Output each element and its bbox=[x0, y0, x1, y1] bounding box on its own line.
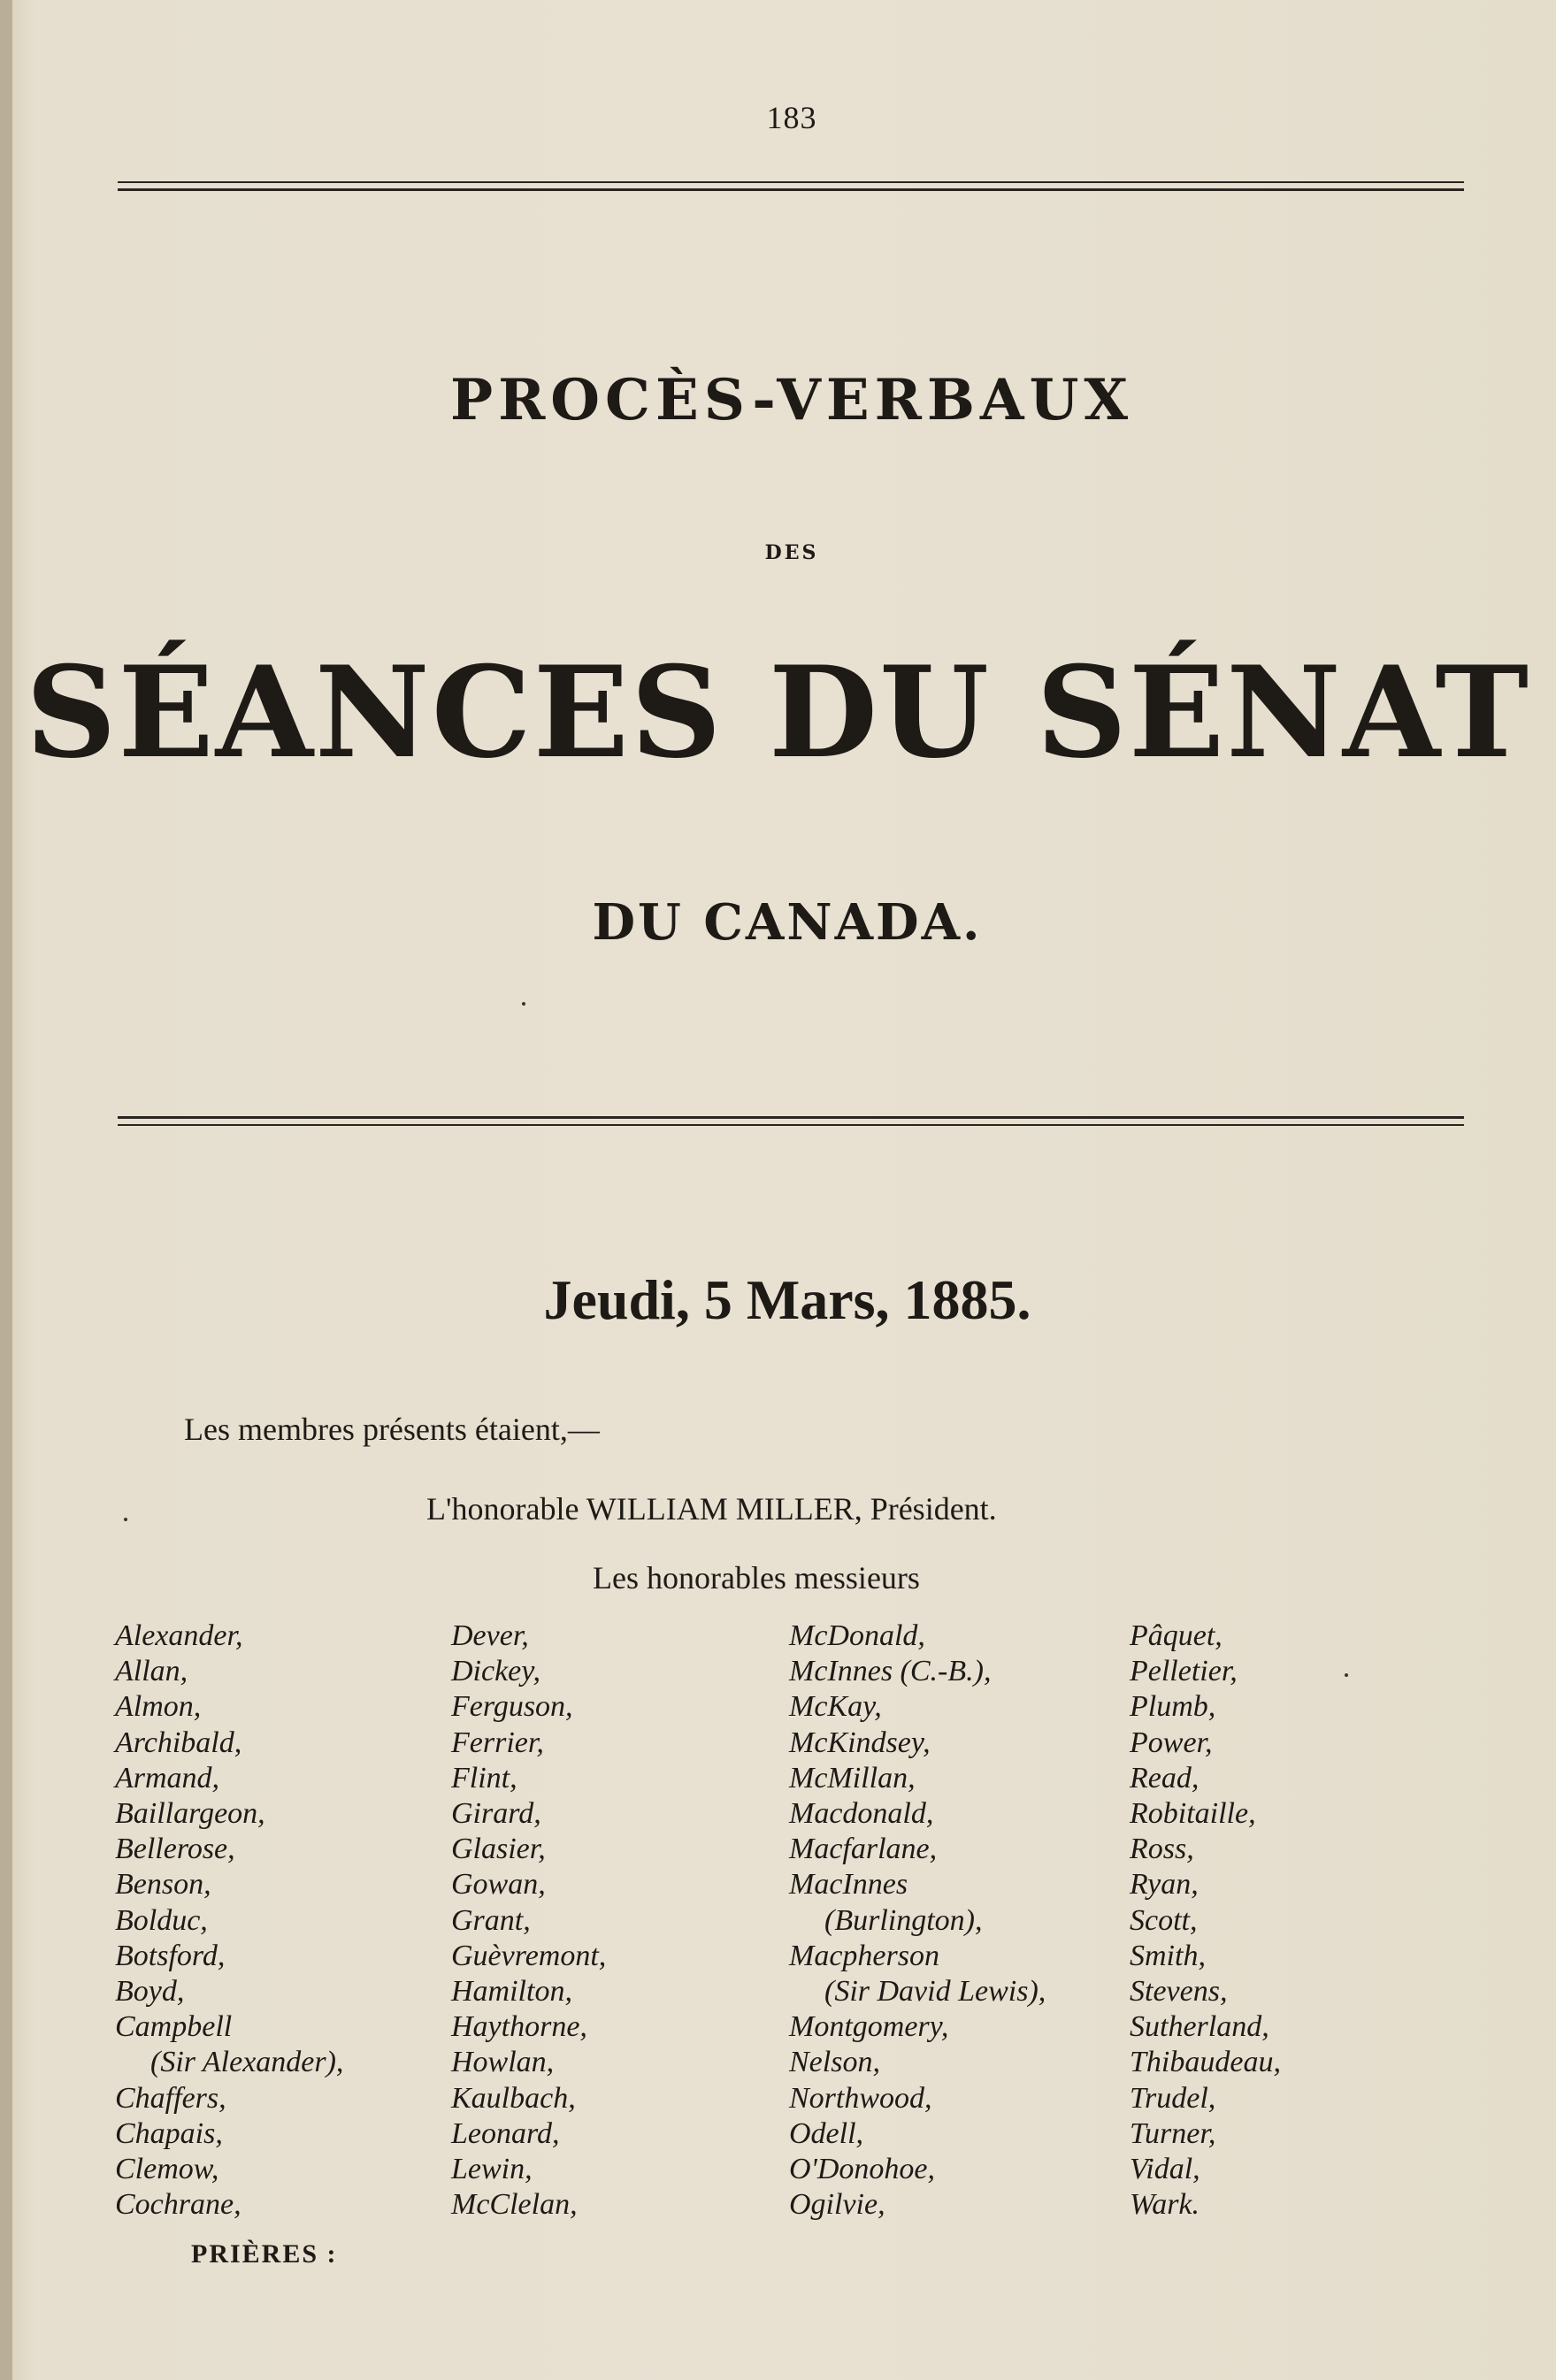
page-number: 183 bbox=[766, 100, 817, 135]
header-rule-bottom bbox=[118, 188, 1464, 191]
senator-name: Girard, bbox=[451, 1797, 541, 1831]
senator-name: Ferguson, bbox=[451, 1690, 573, 1724]
senator-name: Chapais, bbox=[115, 2116, 223, 2150]
senator-name: Gowan, bbox=[451, 1868, 546, 1902]
senator-name: Pâquet, bbox=[1130, 1619, 1223, 1652]
senator-name: Leonard, bbox=[451, 2116, 560, 2150]
senator-name: McKay, bbox=[789, 1690, 882, 1724]
senator-name: McMillan, bbox=[789, 1761, 916, 1795]
senator-name: Montgomery, bbox=[789, 2010, 949, 2044]
senator-name: Ferrier, bbox=[451, 1726, 544, 1759]
senator-name: Almon, bbox=[115, 1690, 202, 1724]
senator-name: Odell, bbox=[789, 2116, 864, 2150]
senator-name: Glasier, bbox=[451, 1833, 546, 1866]
senator-name: Dickey, bbox=[451, 1655, 540, 1688]
senator-name: Clemow, bbox=[115, 2153, 219, 2186]
senator-name: Plumb, bbox=[1130, 1690, 1216, 1724]
senator-name: Ogilvie, bbox=[789, 2188, 885, 2222]
honorables-heading: Les honorables messieurs bbox=[593, 1560, 920, 1596]
senator-name: Macfarlane, bbox=[789, 1833, 938, 1866]
ink-speck bbox=[124, 1518, 127, 1521]
section-rule-top bbox=[118, 1116, 1464, 1119]
senator-name: Chaffers, bbox=[115, 2081, 226, 2115]
senator-name: Smith, bbox=[1130, 1939, 1206, 1972]
senator-name: Bellerose, bbox=[115, 1833, 235, 1866]
senator-column-4 bbox=[1130, 1619, 1281, 2223]
senator-name: Cochrane, bbox=[115, 2188, 241, 2222]
senator-name: Vidal, bbox=[1130, 2153, 1200, 2186]
date-heading: Jeudi, 5 Mars, 1885. bbox=[543, 1268, 1031, 1331]
senator-name: Stevens, bbox=[1130, 1975, 1228, 2009]
senator-name: Macpherson bbox=[789, 1939, 939, 1972]
senator-name: Bolduc, bbox=[115, 1903, 208, 1937]
book-spine-edge bbox=[0, 0, 12, 2380]
senator-name: Nelson, bbox=[789, 2046, 880, 2079]
senator-column-2 bbox=[451, 1619, 606, 2223]
senator-name: Haythorne, bbox=[451, 2010, 587, 2044]
senator-name: Hamilton, bbox=[451, 1975, 572, 2009]
senator-name: Armand, bbox=[115, 1761, 220, 1795]
senator-name: McKindsey, bbox=[789, 1726, 931, 1759]
senator-name: Archibald, bbox=[115, 1726, 242, 1759]
senator-name: Pelletier, bbox=[1130, 1655, 1238, 1688]
title-du-canada: DU CANADA. bbox=[592, 893, 983, 952]
section-rule-bottom bbox=[118, 1124, 1464, 1126]
senator-name: Scott, bbox=[1130, 1903, 1198, 1937]
senator-name: Ross, bbox=[1130, 1833, 1194, 1866]
senator-name: Ryan, bbox=[1130, 1868, 1199, 1902]
senator-name: Howlan, bbox=[451, 2046, 555, 2079]
senator-name: Sutherland, bbox=[1130, 2010, 1269, 2044]
president-line: L'honorable WILLIAM MILLER, Président. bbox=[426, 1491, 997, 1527]
senator-name: Boyd, bbox=[115, 1975, 185, 2009]
title-proces-verbaux: PROCÈS-VERBAUX bbox=[449, 367, 1134, 433]
senator-name: Thibaudeau, bbox=[1130, 2046, 1281, 2079]
senator-name: Alexander, bbox=[115, 1619, 243, 1652]
senator-name: Campbell bbox=[115, 2010, 233, 2044]
senator-column-3 bbox=[789, 1619, 1046, 2223]
senator-name: Kaulbach, bbox=[451, 2081, 576, 2115]
senator-name: Trudel, bbox=[1130, 2081, 1216, 2115]
senator-name: McDonald, bbox=[789, 1619, 925, 1652]
members-intro: Les membres présents étaient,— bbox=[184, 1412, 600, 1447]
senator-name: Turner, bbox=[1130, 2116, 1216, 2150]
senator-name: Baillargeon, bbox=[115, 1797, 265, 1831]
senator-name: McClelan, bbox=[451, 2188, 578, 2222]
ink-speck bbox=[522, 1002, 525, 1006]
senator-name: Macdonald, bbox=[789, 1797, 934, 1831]
senator-name: Read, bbox=[1130, 1761, 1200, 1795]
senator-name: Allan, bbox=[115, 1655, 188, 1688]
header-rule-top bbox=[118, 181, 1464, 183]
senator-name-continuation: (Sir David Lewis), bbox=[824, 1975, 1046, 2009]
senator-name: Wark. bbox=[1130, 2188, 1200, 2222]
senator-name-continuation: (Sir Alexander), bbox=[150, 2046, 344, 2079]
senator-name: MacInnes bbox=[789, 1868, 908, 1902]
ink-speck bbox=[1345, 1673, 1348, 1677]
senator-name: Robitaille, bbox=[1130, 1797, 1256, 1831]
prayers-heading: PRIÈRES : bbox=[191, 2239, 338, 2269]
senator-name-continuation: (Burlington), bbox=[824, 1903, 983, 1937]
senator-name: O'Donohoe, bbox=[789, 2153, 935, 2186]
senator-name: Lewin, bbox=[451, 2153, 533, 2186]
senator-name: Benson, bbox=[115, 1868, 211, 1902]
senator-name: Dever, bbox=[451, 1619, 529, 1652]
title-des: DES bbox=[764, 541, 819, 564]
senator-name: Guèvremont, bbox=[451, 1939, 607, 1972]
senator-name: Flint, bbox=[451, 1761, 517, 1795]
senator-name: Grant, bbox=[451, 1903, 531, 1937]
senator-name: Botsford, bbox=[115, 1939, 226, 1972]
senator-name: Power, bbox=[1130, 1726, 1213, 1759]
senator-column-1 bbox=[115, 1619, 343, 2223]
senator-name: McInnes (C.-B.), bbox=[789, 1655, 992, 1688]
senator-name: Northwood, bbox=[789, 2081, 932, 2115]
title-seances-du-senat: SÉANCES DU SÉNAT bbox=[25, 639, 1531, 786]
